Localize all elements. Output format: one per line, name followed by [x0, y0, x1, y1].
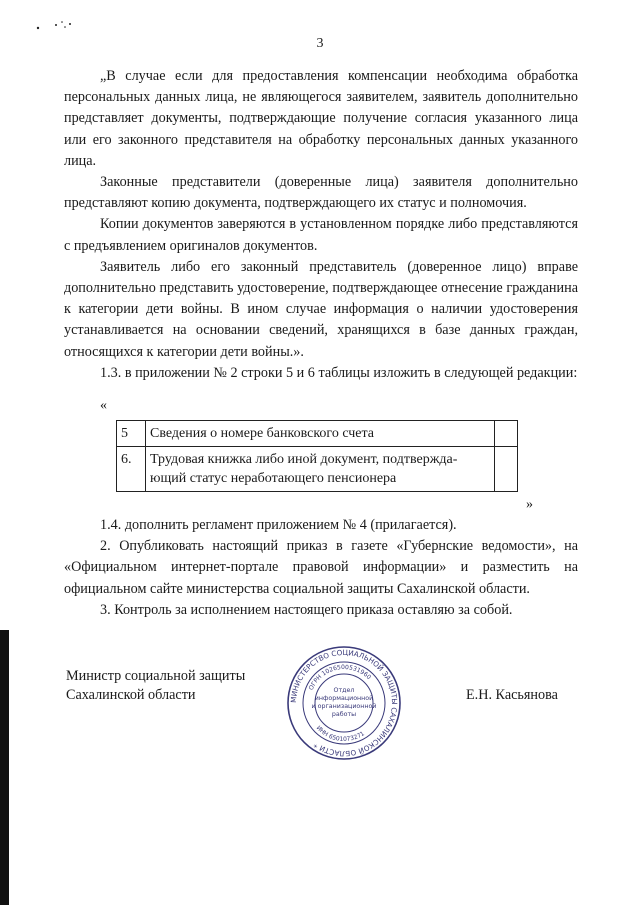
paragraph-representatives: Законные представители (доверенные лица) заявителя дополнительно представляют копию документа, подтверждающего их статус и полномочия.	[64, 174, 578, 212]
stamp-center-line: и организационной	[311, 703, 377, 710]
scan-specks	[34, 16, 94, 36]
paragraph-item-1-4: 1.4. дополнить регламент приложением № 4 (прилагается).	[100, 517, 457, 533]
paragraph-certificate: Заявитель либо его законный представитель (доверенное лицо) вправе дополнительно представить удостоверение, подтверждающее отнесение гражданина к категории дети войны. В ином случае информация о наличии удостоверения устанавливается на основании сведений, хранящихся в базе данных граждан, относящихся к категории дети войны.».	[64, 258, 578, 360]
paragraph-item-2: 2. Опубликовать настоящий приказ в газете «Губернские ведомости», на «Официальном интернет-портале правовой информации» и разместить на официальном сайте министерства социальной защиты Сахалинской области.	[64, 538, 578, 597]
main-text	[64, 66, 578, 384]
stamp-center-line: работы	[331, 711, 357, 718]
official-stamp	[286, 645, 402, 761]
stamp-center-line: информационной	[314, 695, 374, 702]
row-text: Сведения о номере банковского счета	[146, 421, 495, 447]
paragraph-item-3: 3. Контроль за исполнением настоящего приказа оставляю за собой.	[100, 601, 513, 618]
quote-close: »	[526, 497, 533, 512]
row-text: Трудовая книжка либо иной документ, подтвержда-ющий статус неработающего пенсионера	[146, 447, 495, 492]
amendment-table	[116, 420, 518, 492]
stamp-ogrn: ОГРН 1026500531960	[307, 663, 373, 692]
row-extra	[495, 421, 518, 447]
stamp-outer-text: МИНИСТЕРСТВО СОЦИАЛЬНОЙ ЗАЩИТЫ САХАЛИНСКОЙ ОБЛАСТИ *	[288, 647, 400, 759]
page-number: 3	[316, 36, 324, 51]
closing-text	[64, 515, 578, 621]
signer-name: Е.Н. Касьянова	[466, 687, 558, 703]
row-number: 5	[117, 421, 146, 447]
table-row	[117, 421, 518, 447]
scan-edge-shadow	[0, 630, 9, 905]
row-extra	[495, 447, 518, 492]
table-row	[117, 447, 518, 492]
paragraph-item-1-3: 1.3. в приложении № 2 строки 5 и 6 таблицы изложить в следующей редакции:	[100, 364, 578, 381]
row-number: 6.	[117, 447, 146, 492]
paragraph-copies: Копии документов заверяются в установленном порядке либо представляются с предъявлением оригиналов документов.	[64, 216, 578, 254]
svg-text:ИНН 6501073271	[315, 725, 366, 743]
stamp-inn: ИНН 6501073271	[314, 724, 366, 744]
stamp-center-line: Отдел	[333, 687, 355, 694]
signer-title: Министр социальной защиты Сахалинской области	[66, 668, 246, 703]
paragraph-consent: „В случае если для предоставления компенсации необходима обработка персональных данных лица, не являющегося заявителем, заявитель дополнительно представляет документы, подтверждающие получение согласия указанного лица или его законного представителя на обработку персональных данных указанного лица.	[64, 68, 578, 169]
quote-open: «	[100, 398, 107, 413]
